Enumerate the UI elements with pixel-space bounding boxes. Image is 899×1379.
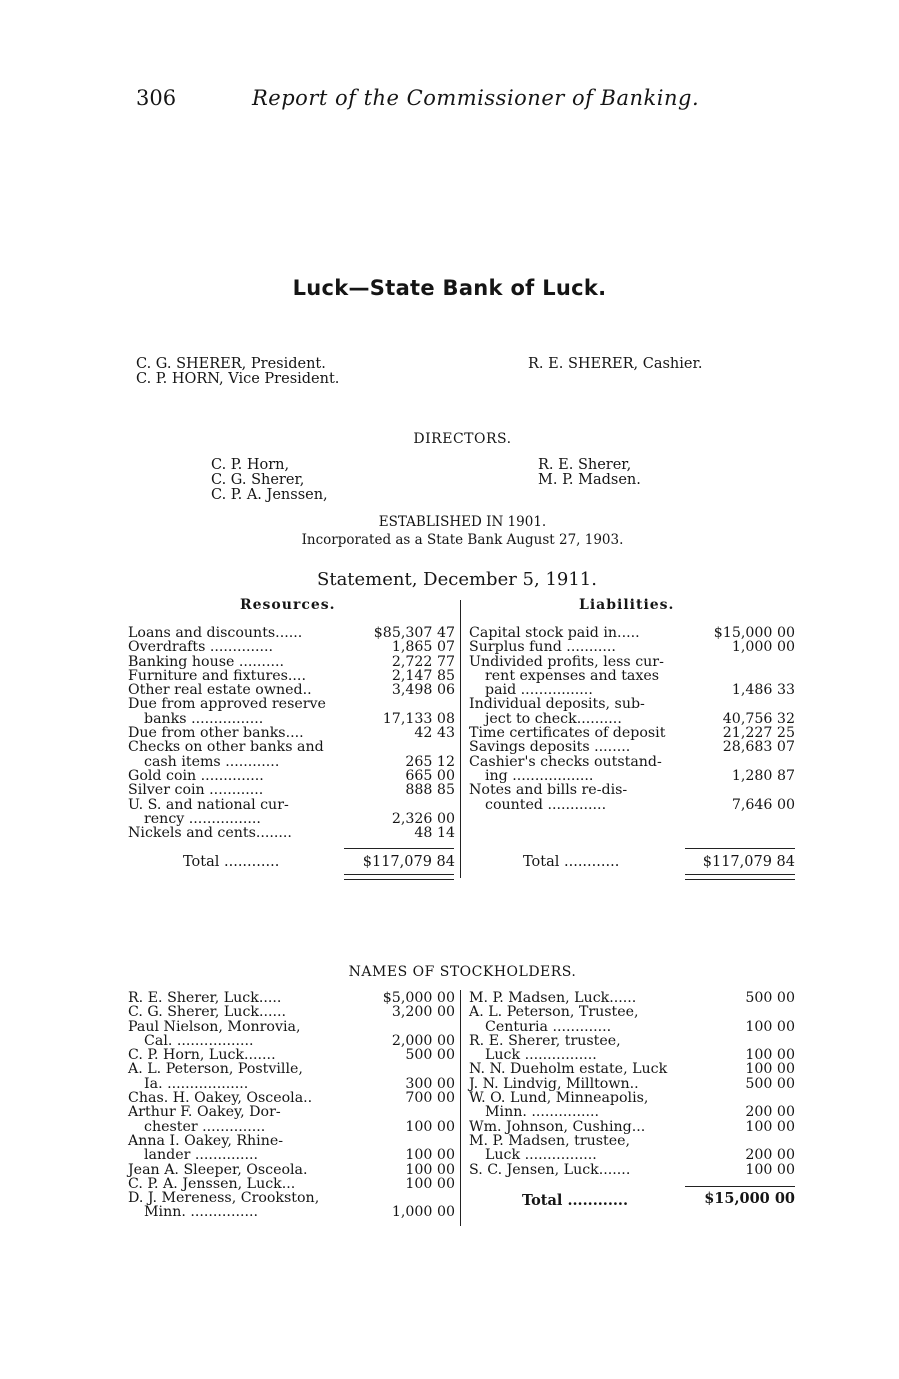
resource-row <box>128 640 455 654</box>
stockholder-row-amount: 500 00 <box>405 1047 455 1064</box>
stockholder-row-amount: 100 00 <box>745 1061 795 1078</box>
liability-row-label: Undivided profits, less cur- <box>469 653 664 670</box>
resource-row <box>128 655 455 669</box>
stockholder-row-label: J. N. Lindvig, Milltown.. <box>469 1075 639 1092</box>
resource-row <box>128 812 455 826</box>
stockholder-row-amount: 200 00 <box>745 1104 795 1121</box>
page-number: 306 <box>136 86 177 110</box>
liability-row <box>469 798 795 812</box>
stockholder-row-amount: 700 00 <box>405 1090 455 1107</box>
resource-row-amount: 17,133 08 <box>382 710 455 727</box>
resource-row <box>128 712 455 726</box>
liability-row-amount: 7,646 00 <box>731 796 795 813</box>
stockholder-row-label: lander .............. <box>144 1147 259 1164</box>
liability-row-label: rent expenses and taxes <box>485 667 660 684</box>
stockholder-row <box>469 1005 795 1019</box>
stockholder-row-label: N. N. Dueholm estate, Luck <box>469 1061 668 1078</box>
stockholder-row <box>128 991 455 1005</box>
liability-row-label: Notes and bills re-dis- <box>469 782 628 799</box>
resource-row-label: Overdrafts .............. <box>128 639 274 656</box>
resources-heading: Resources. <box>240 597 336 613</box>
stockholder-row <box>128 1091 455 1105</box>
resource-row-label: cash items ............ <box>144 753 280 770</box>
liability-row-label: Capital stock paid in..... <box>469 625 640 641</box>
resource-row-amount: 2,722 77 <box>391 653 455 670</box>
resource-row-label: Silver coin ............ <box>128 782 264 799</box>
stockholders-total-rule <box>685 1186 795 1187</box>
resource-row-amount: 665 00 <box>405 767 455 784</box>
liabilities-list <box>469 626 795 812</box>
stockholder-row <box>128 1177 455 1191</box>
stockholder-row-label: Luck ................ <box>485 1047 597 1064</box>
resource-row-amount: 42 43 <box>414 725 455 742</box>
resource-row <box>128 783 455 797</box>
stockholder-row <box>128 1163 455 1177</box>
resources-total-label: Total ............ <box>183 854 280 870</box>
resource-row-amount: 265 12 <box>405 753 455 770</box>
stockholder-row-amount: 100 00 <box>405 1161 455 1178</box>
resource-row <box>128 626 455 640</box>
resource-row-label: Loans and discounts...... <box>128 625 303 641</box>
officer-president: C. G. SHERER, President. <box>136 356 326 372</box>
stockholder-row-amount: 100 00 <box>405 1147 455 1164</box>
director-name: C. P. Horn, <box>211 457 290 473</box>
liability-row-label: Cashier's checks outstand- <box>469 753 662 770</box>
resource-row <box>128 769 455 783</box>
liability-row-amount: 1,486 33 <box>731 682 795 699</box>
resource-row-amount: 2,326 00 <box>391 810 455 827</box>
liability-row-amount: 40,756 32 <box>722 710 795 727</box>
resource-row <box>128 697 455 711</box>
stockholder-row-amount: 200 00 <box>745 1147 795 1164</box>
liability-row-label: ing .................. <box>485 767 594 784</box>
resource-row-label: rency ................ <box>144 810 261 827</box>
stockholder-row-amount: 100 00 <box>745 1161 795 1178</box>
stockholder-row-label: A. L. Peterson, Trustee, <box>469 1004 639 1021</box>
resources-total-rule <box>344 848 454 849</box>
column-divider <box>460 600 461 878</box>
resource-row-label: Checks on other banks and <box>128 739 324 756</box>
officer-cashier: R. E. SHERER, Cashier. <box>528 356 703 372</box>
stockholder-row <box>128 1048 455 1062</box>
stockholder-row-label: A. L. Peterson, Postville, <box>128 1061 303 1078</box>
resource-row <box>128 669 455 683</box>
stockholder-row-label: W. O. Lund, Minneapolis, <box>469 1090 649 1107</box>
liability-row-label: counted ............. <box>485 796 607 813</box>
stockholder-row-amount: 500 00 <box>745 1075 795 1092</box>
liabilities-double-rule <box>685 874 795 880</box>
stockholder-row-amount: 100 00 <box>405 1175 455 1192</box>
running-title: Report of the Commissioner of Banking. <box>252 86 700 110</box>
stockholder-row <box>469 991 795 1005</box>
resource-row-label: banks ................ <box>144 710 264 727</box>
stockholder-row <box>128 1034 455 1048</box>
resource-row <box>128 726 455 740</box>
liability-row-label: Savings deposits ........ <box>469 739 631 756</box>
liability-row <box>469 640 795 654</box>
liability-row-amount: $15,000 00 <box>713 625 795 641</box>
liability-row <box>469 669 795 683</box>
stockholder-row-label: R. E. Sherer, Luck..... <box>128 990 282 1006</box>
stockholder-row <box>469 1120 795 1134</box>
liabilities-total-label: Total ............ <box>523 854 620 870</box>
resource-row-amount: 2,147 85 <box>391 667 455 684</box>
liability-row <box>469 712 795 726</box>
stockholder-row <box>469 1034 795 1048</box>
established-line: ESTABLISHED IN 1901. <box>378 514 547 530</box>
liability-row-label: ject to check.......... <box>485 710 622 727</box>
stockholder-row <box>469 1163 795 1177</box>
stockholder-row <box>128 1105 455 1119</box>
stockholder-row <box>469 1134 795 1148</box>
stockholder-row-amount: 3,200 00 <box>391 1004 455 1021</box>
stockholder-row <box>469 1062 795 1076</box>
directors-heading: DIRECTORS. <box>413 431 512 447</box>
stockholder-row <box>128 1205 455 1219</box>
incorporated-line: Incorporated as a State Bank August 27, 1903. <box>301 532 624 548</box>
liability-row-label: Individual deposits, sub- <box>469 696 645 713</box>
resource-row-label: Gold coin .............. <box>128 767 264 784</box>
stockholder-row-label: Ia. .................. <box>144 1075 249 1092</box>
stockholder-row-label: Arthur F. Oakey, Dor- <box>128 1104 281 1121</box>
stockholders-right-list <box>469 991 795 1177</box>
stockholder-row-amount: 500 00 <box>745 990 795 1006</box>
stockholder-row-label: Jean A. Sleeper, Osceola. <box>128 1161 308 1178</box>
liability-row-amount: 21,227 25 <box>722 725 795 742</box>
liability-row <box>469 755 795 769</box>
liability-row-label: Time certificates of deposit <box>469 725 666 742</box>
stockholder-row-label: S. C. Jensen, Luck....... <box>469 1161 631 1178</box>
officer-vice-president: C. P. HORN, Vice President. <box>136 371 340 387</box>
stockholder-row-amount: 100 00 <box>745 1047 795 1064</box>
liability-row-amount: 1,280 87 <box>731 767 795 784</box>
liability-row-amount: 28,683 07 <box>722 739 795 756</box>
resource-row-amount: 888 85 <box>405 782 455 799</box>
stockholder-row-label: R. E. Sherer, trustee, <box>469 1032 621 1049</box>
stockholder-row <box>128 1134 455 1148</box>
resource-row-label: Other real estate owned.. <box>128 682 312 699</box>
stockholder-row <box>128 1148 455 1162</box>
stockholder-row-label: M. P. Madsen, trustee, <box>469 1132 631 1149</box>
stockholder-row-amount: 300 00 <box>405 1075 455 1092</box>
stockholders-heading: NAMES OF STOCKHOLDERS. <box>348 964 577 980</box>
stockholder-row <box>469 1020 795 1034</box>
resource-row-label: Nickels and cents........ <box>128 825 292 842</box>
stockholders-total-label: Total ............ <box>522 1192 629 1209</box>
stockholder-row <box>128 1020 455 1034</box>
stockholder-row-label: C. G. Sherer, Luck...... <box>128 1004 287 1021</box>
stockholder-row-label: Luck ................ <box>485 1147 597 1164</box>
liability-row <box>469 697 795 711</box>
resources-double-rule <box>344 874 454 880</box>
stockholder-row-label: Minn. ............... <box>485 1104 600 1121</box>
director-name: R. E. Sherer, <box>538 457 632 473</box>
stockholder-row <box>469 1091 795 1105</box>
resource-row-label: U. S. and national cur- <box>128 796 289 813</box>
stockholder-row-label: C. P. Horn, Luck....... <box>128 1047 276 1064</box>
resource-row-amount: 48 14 <box>414 825 455 842</box>
director-name: C. P. A. Jenssen, <box>211 487 328 503</box>
stockholder-row-label: C. P. A. Jenssen, Luck... <box>128 1175 296 1192</box>
stockholder-row-amount: 1,000 00 <box>391 1204 455 1221</box>
stockholder-row-label: M. P. Madsen, Luck...... <box>469 990 637 1006</box>
liability-row <box>469 683 795 697</box>
liability-row-amount: 1,000 00 <box>731 639 795 656</box>
directors-right <box>538 458 641 488</box>
liability-row <box>469 783 795 797</box>
liability-row <box>469 655 795 669</box>
resource-row <box>128 798 455 812</box>
liability-row <box>469 626 795 640</box>
directors-left <box>211 458 328 503</box>
stockholder-row-label: Chas. H. Oakey, Osceola.. <box>128 1090 313 1107</box>
stockholder-row-label: Wm. Johnson, Cushing... <box>469 1118 646 1135</box>
stockholder-row <box>469 1148 795 1162</box>
stockholder-row-amount: 2,000 00 <box>391 1032 455 1049</box>
resource-row-label: Furniture and fixtures.... <box>128 667 306 684</box>
stockholder-row-amount: 100 00 <box>745 1018 795 1035</box>
resource-row-amount: 1,865 07 <box>391 639 455 656</box>
resource-row-amount: 3,498 06 <box>391 682 455 699</box>
stockholder-row <box>469 1077 795 1091</box>
stockholder-row <box>128 1062 455 1076</box>
stockholder-row-label: D. J. Mereness, Crookston, <box>128 1190 320 1207</box>
resource-row-label: Banking house .......... <box>128 653 284 670</box>
stockholder-row <box>469 1048 795 1062</box>
stockholder-row-label: Minn. ............... <box>144 1204 259 1221</box>
liability-row <box>469 740 795 754</box>
stockholder-row-label: Paul Nielson, Monrovia, <box>128 1018 301 1035</box>
stockholder-row <box>128 1005 455 1019</box>
stockholder-row <box>128 1191 455 1205</box>
liability-row-label: paid ................ <box>485 682 593 699</box>
stockholder-row-label: Cal. ................. <box>144 1032 254 1049</box>
stockholder-row-amount: 100 00 <box>405 1118 455 1135</box>
stockholder-row-label: Centuria ............. <box>485 1018 612 1035</box>
stockholder-row <box>128 1077 455 1091</box>
resource-row-amount: $85,307 47 <box>373 625 455 641</box>
stockholder-row-amount: 100 00 <box>745 1118 795 1135</box>
resources-total-amount: $117,079 84 <box>362 854 455 870</box>
liabilities-total-amount: $117,079 84 <box>702 854 795 870</box>
liability-row <box>469 726 795 740</box>
officers-left <box>136 357 339 387</box>
resource-row-label: Due from other banks.... <box>128 725 304 742</box>
resources-list <box>128 626 455 840</box>
stockholders-left-list <box>128 991 455 1220</box>
stockholder-row <box>128 1120 455 1134</box>
resource-row-label: Due from approved reserve <box>128 696 326 713</box>
stockholder-row-amount: $5,000 00 <box>382 990 455 1006</box>
resource-row <box>128 683 455 697</box>
liabilities-total-rule <box>685 848 795 849</box>
stockholders-total-amount: $15,000 00 <box>704 1190 795 1207</box>
resource-row <box>128 740 455 754</box>
stockholder-row <box>469 1105 795 1119</box>
liability-row-label: Surplus fund ........... <box>469 639 616 656</box>
resource-row <box>128 755 455 769</box>
director-name: C. G. Sherer, <box>211 472 305 488</box>
director-name: M. P. Madsen. <box>538 472 641 488</box>
resource-row <box>128 826 455 840</box>
statement-title: Statement, December 5, 1911. <box>317 569 597 590</box>
stockholder-row-label: chester .............. <box>144 1118 266 1135</box>
bank-title: Luck—State Bank of Luck. <box>292 276 607 300</box>
stockholder-row-label: Anna I. Oakey, Rhine- <box>128 1132 284 1149</box>
liability-row <box>469 769 795 783</box>
stockholders-divider <box>460 990 461 1226</box>
liabilities-heading: Liabilities. <box>579 597 675 613</box>
